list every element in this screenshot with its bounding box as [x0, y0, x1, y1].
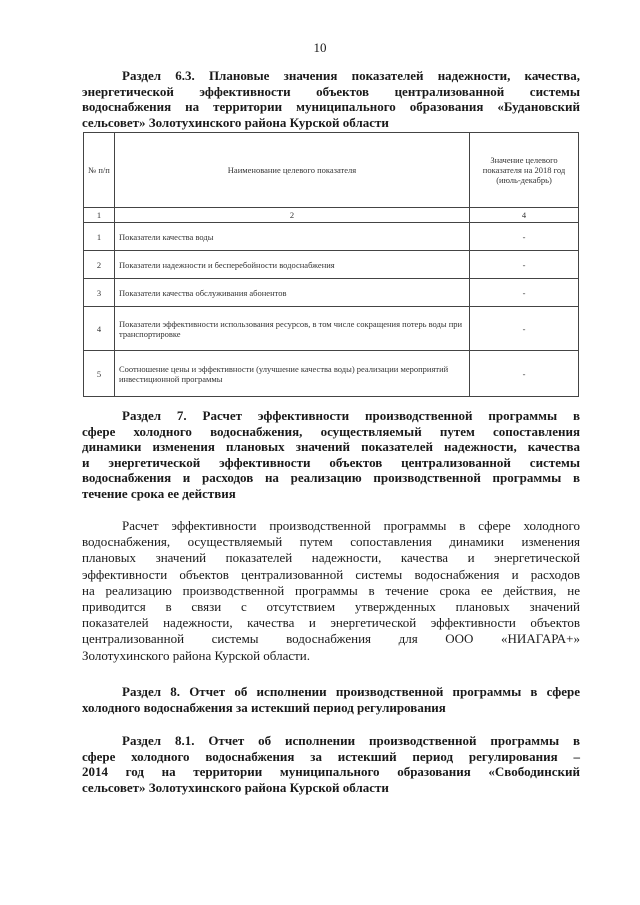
target-indicators-table — [83, 132, 579, 397]
row-num: 2 — [84, 251, 115, 279]
page-number: 10 — [313, 40, 327, 55]
table-row — [84, 223, 579, 251]
heading-line: течение срока ее действия — [82, 485, 236, 501]
paragraph-line: показателей надежности, качества и энергетической эффективности объектов — [82, 615, 580, 631]
row-num: 5 — [84, 351, 115, 397]
heading-line: сельсовет» Золотухинского района Курской области — [82, 114, 389, 130]
heading-line: Раздел 6.3. Плановые значения показателей надежности, качества, — [122, 68, 580, 83]
table-row — [84, 307, 579, 351]
header-num: № п/п — [84, 133, 115, 208]
heading-line: сфере холодного водоснабжения за истекший период регулирования – — [82, 748, 580, 764]
heading-line: и энергетической эффективности объектов централизованной системы — [82, 454, 580, 470]
header-name: Наименование целевого показателя — [115, 133, 470, 208]
heading-line: 2014 год на территории муниципального образования «Свободинский — [82, 764, 580, 779]
row-name: Соотношение цены и эффективности (улучшение качества воды) реализации мероприятий инвестиционной программы — [115, 351, 470, 397]
header-value: Значение целевого показателя на 2018 год (июль-декабрь) — [470, 133, 579, 208]
table-row — [84, 279, 579, 307]
table-row — [84, 251, 579, 279]
row-name: Показатели качества обслуживания абонентов — [115, 279, 470, 307]
heading-line: водоснабжения на территории муниципального образования «Будановский — [82, 99, 580, 114]
heading-line: энергетической эффективности объектов централизованной системы — [82, 83, 580, 99]
numbering-cell: 2 — [115, 208, 470, 223]
heading-line: водоснабжения и расходов на реализацию производственной программы в — [82, 470, 580, 485]
paragraph-line: водоснабжения, осуществляемый путем сопоставления динамики изменения — [82, 534, 580, 550]
row-name: Показатели качества воды — [115, 223, 470, 251]
paragraph-line: приводится в связи с отсутствием утвержденных плановых значений — [82, 599, 580, 615]
row-num: 1 — [84, 223, 115, 251]
row-name: Показатели эффективности использования ресурсов, в том числе сокращения потерь воды при транспортировке — [115, 307, 470, 351]
row-num: 3 — [84, 279, 115, 307]
numbering-cell: 1 — [84, 208, 115, 223]
heading-line: сфере холодного водоснабжения, осуществляемый путем сопоставления — [82, 423, 580, 439]
section-8-1-heading — [82, 733, 580, 795]
heading-line: сельсовет» Золотухинского района Курской области — [82, 779, 389, 795]
section-7-heading — [82, 408, 580, 501]
row-value: - — [470, 223, 579, 251]
heading-line: холодного водоснабжения за истекший период регулирования — [82, 699, 446, 715]
heading-line: динамики изменения плановых значений показателей надежности, качества — [82, 439, 580, 454]
efficiency-paragraph — [82, 518, 580, 664]
heading-line: Раздел 7. Расчет эффективности производственной программы в — [122, 408, 580, 423]
paragraph-line: Золотухинского района Курской области. — [82, 647, 311, 663]
row-value: - — [470, 251, 579, 279]
table-row — [84, 351, 579, 397]
row-value: - — [470, 279, 579, 307]
section-8-heading — [82, 684, 580, 715]
numbering-cell: 4 — [470, 208, 579, 223]
row-name: Показатели надежности и бесперебойности водоснабжения — [115, 251, 470, 279]
paragraph-line: эффективности объектов централизованной системы водоснабжения и расходов — [82, 566, 580, 582]
row-value: - — [470, 307, 579, 351]
table-numbering-row — [84, 208, 579, 223]
heading-line: Раздел 8. Отчет об исполнении производственной программы в сфере — [122, 684, 580, 699]
section-6-3-heading — [82, 68, 580, 130]
paragraph-line: централизованной системы водоснабжения для ООО «НИАГАРА+» — [82, 631, 580, 647]
row-num: 4 — [84, 307, 115, 351]
table-header-row — [84, 133, 579, 208]
paragraph-line: на реализацию производственной программы в течение срока ее действия, не — [82, 582, 580, 598]
paragraph-line: плановых значений показателей надежности, качества и энергетической — [82, 550, 580, 566]
heading-line: Раздел 8.1. Отчет об исполнении производственной программы в — [122, 733, 580, 748]
paragraph-line: Расчет эффективности производственной программы в сфере холодного — [122, 518, 580, 533]
row-value: - — [470, 351, 579, 397]
